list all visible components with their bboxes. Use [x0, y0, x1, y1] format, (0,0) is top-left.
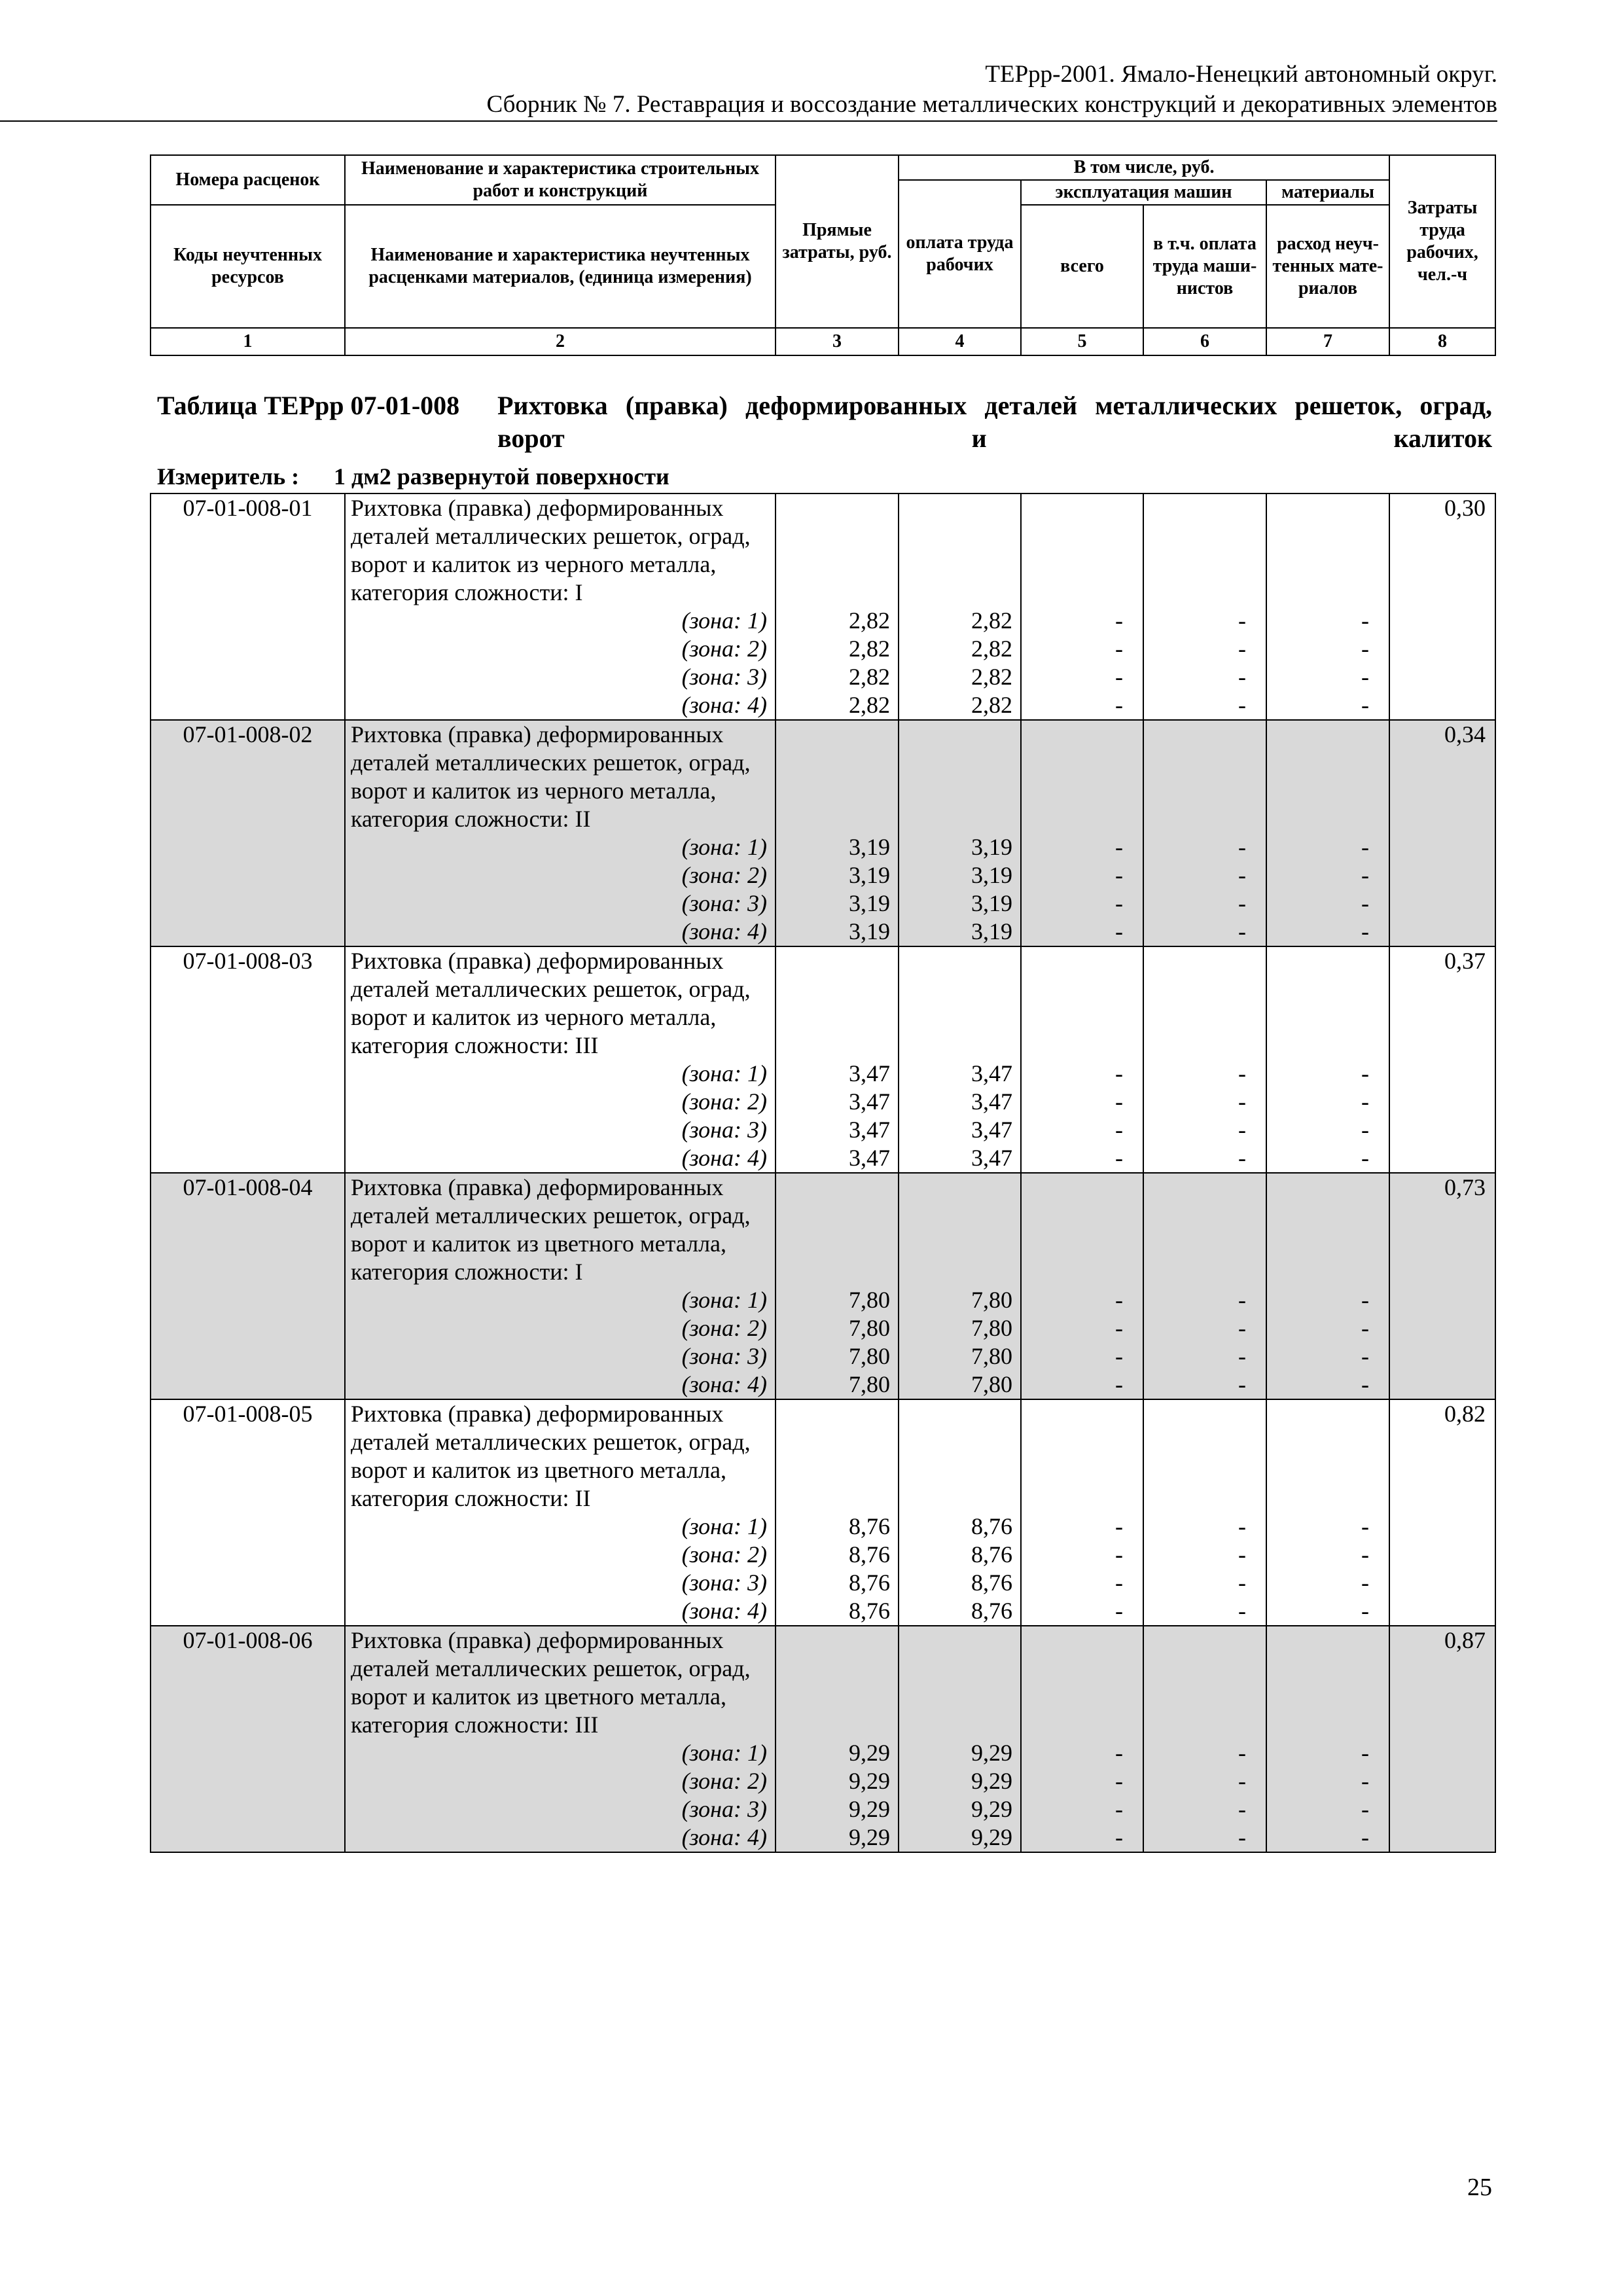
materials-value: -: [1361, 918, 1369, 944]
direct-cost-value: 9,29: [849, 1796, 890, 1822]
machinist-wages-value: -: [1238, 1796, 1246, 1822]
machines-total-value: -: [1115, 918, 1123, 944]
direct-cost-value: 8,76: [849, 1513, 890, 1539]
col-machinist-wages: в т.ч. оплата труда маши- нистов: [1143, 205, 1266, 328]
rate-code-text: 07-01-008-06: [183, 1627, 313, 1653]
wages-value: 7,80: [971, 1371, 1012, 1397]
wages-value: 3,47: [971, 1117, 1012, 1143]
rate-code: [151, 1173, 345, 1399]
machines-total-value: -: [1115, 834, 1123, 860]
direct-costs: [776, 493, 899, 720]
machines-total: [1021, 946, 1143, 1173]
wages: [899, 720, 1021, 946]
wages-value: 3,47: [971, 1145, 1012, 1171]
materials-value: -: [1361, 890, 1369, 916]
rate-code-text: 07-01-008-02: [183, 721, 313, 747]
machines-total: [1021, 1173, 1143, 1399]
materials-unaccounted: [1266, 1399, 1389, 1626]
labor-cost: [1389, 720, 1495, 946]
page-number: 25: [1467, 2174, 1492, 2201]
col-labor: Затраты труда рабочих, чел.-ч: [1389, 155, 1495, 328]
machines-total-value: -: [1115, 664, 1123, 690]
col-including: В том числе, руб.: [899, 155, 1389, 180]
col-machines-total: всего: [1021, 205, 1143, 328]
measure-value: 1 дм2 развернутой поверхности: [334, 463, 669, 490]
machines-total-value: -: [1115, 1060, 1123, 1086]
labor-cost: [1389, 946, 1495, 1173]
zone-label: (зона: 4): [681, 1371, 767, 1397]
materials-value: -: [1361, 607, 1369, 634]
zone-label: (зона: 1): [681, 1287, 767, 1313]
rate-code: [151, 946, 345, 1173]
materials-unaccounted: [1266, 1173, 1389, 1399]
machines-total: [1021, 493, 1143, 720]
wages-value: 3,19: [971, 834, 1012, 860]
wages: [899, 946, 1021, 1173]
zone-label: (зона: 2): [681, 1541, 767, 1568]
rate-code: [151, 493, 345, 720]
rate-code: [151, 1399, 345, 1626]
machines-total-value: -: [1115, 1768, 1123, 1794]
machines-total-value: -: [1115, 1598, 1123, 1624]
wages-value: 9,29: [971, 1824, 1012, 1850]
header-rule: [0, 120, 1497, 122]
rate-description-text: Рихтовка (правка) деформированных деталей металлических решеток, оград, ворот и калиток из черного металла, категория сложности: III: [351, 948, 751, 1058]
direct-cost-value: 2,82: [849, 636, 890, 662]
materials-value: -: [1361, 1570, 1369, 1596]
running-header: [486, 60, 1497, 118]
machinist-wages-value: -: [1238, 1541, 1246, 1568]
rate-code-text: 07-01-008-04: [183, 1174, 313, 1200]
wages-value: 2,82: [971, 692, 1012, 718]
wages-value: 8,76: [971, 1541, 1012, 1568]
zone-label: (зона: 4): [681, 918, 767, 944]
direct-cost-value: 3,47: [849, 1060, 890, 1086]
rate-description: [345, 1399, 776, 1626]
col-number: 8: [1389, 328, 1495, 355]
machinist-wages-value: -: [1238, 890, 1246, 916]
materials-unaccounted: [1266, 493, 1389, 720]
machinist-wages-value: -: [1238, 1117, 1246, 1143]
materials-unaccounted: [1266, 946, 1389, 1173]
machines-total-value: -: [1115, 636, 1123, 662]
rate-description: [345, 493, 776, 720]
col-work-name: Наименование и характеристика строительных работ и конструкций: [345, 155, 776, 205]
wages-value: 2,82: [971, 636, 1012, 662]
wages-value: 9,29: [971, 1796, 1012, 1822]
machines-total-value: -: [1115, 1824, 1123, 1850]
machines-total-value: -: [1115, 1371, 1123, 1397]
rate-description: [345, 720, 776, 946]
direct-cost-value: 2,82: [849, 607, 890, 634]
zone-label: (зона: 4): [681, 1598, 767, 1624]
direct-cost-value: 3,19: [849, 890, 890, 916]
materials-value: -: [1361, 1824, 1369, 1850]
direct-cost-value: 9,29: [849, 1768, 890, 1794]
machinist-wages-value: -: [1238, 1315, 1246, 1341]
col-number: 1: [151, 328, 345, 355]
zone-label: (зона: 2): [681, 636, 767, 662]
wages-value: 3,47: [971, 1088, 1012, 1115]
header-line-1: ТЕРрр-2001. Ямало-Ненецкий автономный округ.: [985, 61, 1497, 88]
direct-cost-value: 9,29: [849, 1824, 890, 1850]
col-number: 6: [1143, 328, 1266, 355]
col-number: 7: [1266, 328, 1389, 355]
col-wages: оплата труда рабочих: [899, 180, 1021, 328]
direct-cost-value: 3,19: [849, 862, 890, 888]
materials-value: -: [1361, 1768, 1369, 1794]
materials-value: -: [1361, 1541, 1369, 1568]
materials-value: -: [1361, 1060, 1369, 1086]
rate-code-text: 07-01-008-01: [183, 495, 313, 521]
wages-value: 7,80: [971, 1287, 1012, 1313]
rate-row: [151, 493, 1495, 720]
machinist-wages-value: -: [1238, 1088, 1246, 1115]
measure-line: [157, 462, 669, 491]
machinist-wages: [1143, 1626, 1266, 1852]
wages-value: 3,47: [971, 1060, 1012, 1086]
machines-total-value: -: [1115, 1343, 1123, 1369]
rate-description: [345, 1626, 776, 1852]
zone-label: (зона: 1): [681, 1060, 767, 1086]
zone-label: (зона: 1): [681, 1740, 767, 1766]
zone-label: (зона: 1): [681, 607, 767, 634]
machinist-wages-value: -: [1238, 1513, 1246, 1539]
materials-unaccounted: [1266, 1626, 1389, 1852]
col-material-name: Наименование и характеристика неучтенных расценками материалов, (единица измерения): [345, 205, 776, 328]
machinist-wages-value: -: [1238, 1371, 1246, 1397]
direct-cost-value: 3,47: [849, 1117, 890, 1143]
rate-row: [151, 1173, 1495, 1399]
direct-cost-value: 7,80: [849, 1287, 890, 1313]
materials-value: -: [1361, 1513, 1369, 1539]
col-number: 4: [899, 328, 1021, 355]
direct-cost-value: 7,80: [849, 1343, 890, 1369]
col-machines: эксплуатация машин: [1021, 180, 1266, 205]
machines-total: [1021, 1626, 1143, 1852]
materials-value: -: [1361, 636, 1369, 662]
direct-cost-value: 3,47: [849, 1145, 890, 1171]
wages: [899, 1399, 1021, 1626]
zone-label: (зона: 2): [681, 1088, 767, 1115]
wages-value: 3,19: [971, 862, 1012, 888]
table-code: Таблица ТЕРрр 07-01-008: [157, 391, 460, 420]
machines-total: [1021, 720, 1143, 946]
machines-total-value: -: [1115, 607, 1123, 634]
machinist-wages-value: -: [1238, 918, 1246, 944]
machinist-wages: [1143, 1173, 1266, 1399]
materials-value: -: [1361, 1371, 1369, 1397]
zone-label: (зона: 3): [681, 1117, 767, 1143]
machines-total-value: -: [1115, 862, 1123, 888]
rate-row: [151, 946, 1495, 1173]
machines-total-value: -: [1115, 692, 1123, 718]
machinist-wages-value: -: [1238, 1824, 1246, 1850]
col-number: 2: [345, 328, 776, 355]
labor-cost-value: 0,87: [1444, 1627, 1486, 1653]
table-name: Рихтовка (правка) деформированных деталей металлических решеток, оград, ворот и калиток: [497, 391, 1492, 453]
col-materials: материалы: [1266, 180, 1389, 205]
machines-total-value: -: [1115, 1740, 1123, 1766]
zone-label: (зона: 4): [681, 692, 767, 718]
machinist-wages: [1143, 946, 1266, 1173]
labor-cost-value: 0,73: [1444, 1174, 1486, 1200]
machines-total-value: -: [1115, 1145, 1123, 1171]
zone-label: (зона: 3): [681, 1570, 767, 1596]
materials-value: -: [1361, 1796, 1369, 1822]
col-materials-unaccounted: расход неуч- тенных мате- риалов: [1266, 205, 1389, 328]
rate-row: [151, 720, 1495, 946]
wages-value: 9,29: [971, 1740, 1012, 1766]
machines-total-value: -: [1115, 1541, 1123, 1568]
materials-value: -: [1361, 834, 1369, 860]
wages: [899, 493, 1021, 720]
zone-label: (зона: 1): [681, 1513, 767, 1539]
machinist-wages: [1143, 493, 1266, 720]
materials-value: -: [1361, 1740, 1369, 1766]
machinist-wages-value: -: [1238, 636, 1246, 662]
rate-description: [345, 1173, 776, 1399]
rate-description-text: Рихтовка (правка) деформированных деталей металлических решеток, оград, ворот и калиток из черного металла, категория сложности: I: [351, 495, 751, 605]
direct-cost-value: 8,76: [849, 1570, 890, 1596]
direct-cost-value: 8,76: [849, 1598, 890, 1624]
direct-costs: [776, 1173, 899, 1399]
materials-value: -: [1361, 1145, 1369, 1171]
direct-cost-value: 3,19: [849, 918, 890, 944]
direct-costs: [776, 946, 899, 1173]
machinist-wages-value: -: [1238, 1060, 1246, 1086]
zone-label: (зона: 3): [681, 664, 767, 690]
machinist-wages-value: -: [1238, 1768, 1246, 1794]
measure-label: Измеритель :: [157, 463, 300, 490]
header-line-2: Сборник № 7. Реставрация и воссоздание металлических конструкций и декоративных элементов: [486, 91, 1497, 118]
materials-value: -: [1361, 1117, 1369, 1143]
machinist-wages: [1143, 720, 1266, 946]
machinist-wages-value: -: [1238, 1343, 1246, 1369]
labor-cost-value: 0,30: [1444, 495, 1486, 521]
zone-label: (зона: 2): [681, 1768, 767, 1794]
zone-label: (зона: 3): [681, 1343, 767, 1369]
materials-value: -: [1361, 1315, 1369, 1341]
wages-value: 7,80: [971, 1315, 1012, 1341]
direct-costs: [776, 720, 899, 946]
labor-cost: [1389, 1626, 1495, 1852]
materials-value: -: [1361, 1088, 1369, 1115]
labor-cost: [1389, 493, 1495, 720]
rate-row: [151, 1626, 1495, 1852]
rate-row: [151, 1399, 1495, 1626]
machines-total-value: -: [1115, 1117, 1123, 1143]
machines-total-value: -: [1115, 1570, 1123, 1596]
machines-total-value: -: [1115, 890, 1123, 916]
machinist-wages: [1143, 1399, 1266, 1626]
machinist-wages-value: -: [1238, 607, 1246, 634]
wages-value: 7,80: [971, 1343, 1012, 1369]
rate-description-text: Рихтовка (правка) деформированных деталей металлических решеток, оград, ворот и калиток из черного металла, категория сложности: II: [351, 721, 751, 832]
wages: [899, 1626, 1021, 1852]
rate-code-text: 07-01-008-03: [183, 948, 313, 974]
col-resource-codes: Коды неучтенных ресурсов: [151, 205, 345, 328]
zone-label: (зона: 1): [681, 834, 767, 860]
direct-cost-value: 2,82: [849, 664, 890, 690]
zone-label: (зона: 4): [681, 1824, 767, 1850]
col-rate-numbers: Номера расценок: [151, 155, 345, 205]
labor-cost: [1389, 1399, 1495, 1626]
machinist-wages-value: -: [1238, 862, 1246, 888]
zone-label: (зона: 3): [681, 890, 767, 916]
col-number: 5: [1021, 328, 1143, 355]
rates-table: [150, 493, 1496, 1853]
materials-value: -: [1361, 664, 1369, 690]
materials-value: -: [1361, 1287, 1369, 1313]
rate-description-text: Рихтовка (правка) деформированных деталей металлических решеток, оград, ворот и калиток из цветного металла, категория сложности: III: [351, 1627, 751, 1738]
labor-cost-value: 0,82: [1444, 1401, 1486, 1427]
wages-value: 2,82: [971, 607, 1012, 634]
machinist-wages-value: -: [1238, 664, 1246, 690]
materials-value: -: [1361, 1343, 1369, 1369]
wages: [899, 1173, 1021, 1399]
col-number: 3: [776, 328, 899, 355]
direct-cost-value: 7,80: [849, 1371, 890, 1397]
direct-cost-value: 7,80: [849, 1315, 890, 1341]
zone-label: (зона: 4): [681, 1145, 767, 1171]
wages-value: 8,76: [971, 1598, 1012, 1624]
rate-code-text: 07-01-008-05: [183, 1401, 313, 1427]
materials-unaccounted: [1266, 720, 1389, 946]
machinist-wages-value: -: [1238, 1598, 1246, 1624]
wages-value: 8,76: [971, 1570, 1012, 1596]
direct-costs: [776, 1626, 899, 1852]
machinist-wages-value: -: [1238, 1145, 1246, 1171]
machinist-wages-value: -: [1238, 1287, 1246, 1313]
materials-value: -: [1361, 1598, 1369, 1624]
labor-cost-value: 0,37: [1444, 948, 1486, 974]
labor-cost: [1389, 1173, 1495, 1399]
machines-total: [1021, 1399, 1143, 1626]
machinist-wages-value: -: [1238, 1570, 1246, 1596]
direct-costs: [776, 1399, 899, 1626]
wages-value: 2,82: [971, 664, 1012, 690]
direct-cost-value: 8,76: [849, 1541, 890, 1568]
machines-total-value: -: [1115, 1513, 1123, 1539]
zone-label: (зона: 2): [681, 862, 767, 888]
labor-cost-value: 0,34: [1444, 721, 1486, 747]
rate-description: [345, 946, 776, 1173]
direct-cost-value: 2,82: [849, 692, 890, 718]
column-header-table: [150, 154, 1496, 356]
machines-total-value: -: [1115, 1796, 1123, 1822]
materials-value: -: [1361, 692, 1369, 718]
wages-value: 8,76: [971, 1513, 1012, 1539]
machinist-wages-value: -: [1238, 1740, 1246, 1766]
direct-cost-value: 3,47: [849, 1088, 890, 1115]
col-direct-costs: Прямые затраты, руб.: [776, 155, 899, 328]
rate-description-text: Рихтовка (правка) деформированных деталей металлических решеток, оград, ворот и калиток из цветного металла, категория сложности: I: [351, 1174, 751, 1285]
wages-value: 3,19: [971, 890, 1012, 916]
machines-total-value: -: [1115, 1315, 1123, 1341]
machines-total-value: -: [1115, 1088, 1123, 1115]
wages-value: 9,29: [971, 1768, 1012, 1794]
direct-cost-value: 9,29: [849, 1740, 890, 1766]
rate-code: [151, 1626, 345, 1852]
wages-value: 3,19: [971, 918, 1012, 944]
rate-code: [151, 720, 345, 946]
zone-label: (зона: 3): [681, 1796, 767, 1822]
machinist-wages-value: -: [1238, 692, 1246, 718]
zone-label: (зона: 2): [681, 1315, 767, 1341]
rate-description-text: Рихтовка (правка) деформированных деталей металлических решеток, оград, ворот и калиток из цветного металла, категория сложности: II: [351, 1401, 751, 1511]
machinist-wages-value: -: [1238, 834, 1246, 860]
direct-cost-value: 3,19: [849, 834, 890, 860]
materials-value: -: [1361, 862, 1369, 888]
machines-total-value: -: [1115, 1287, 1123, 1313]
